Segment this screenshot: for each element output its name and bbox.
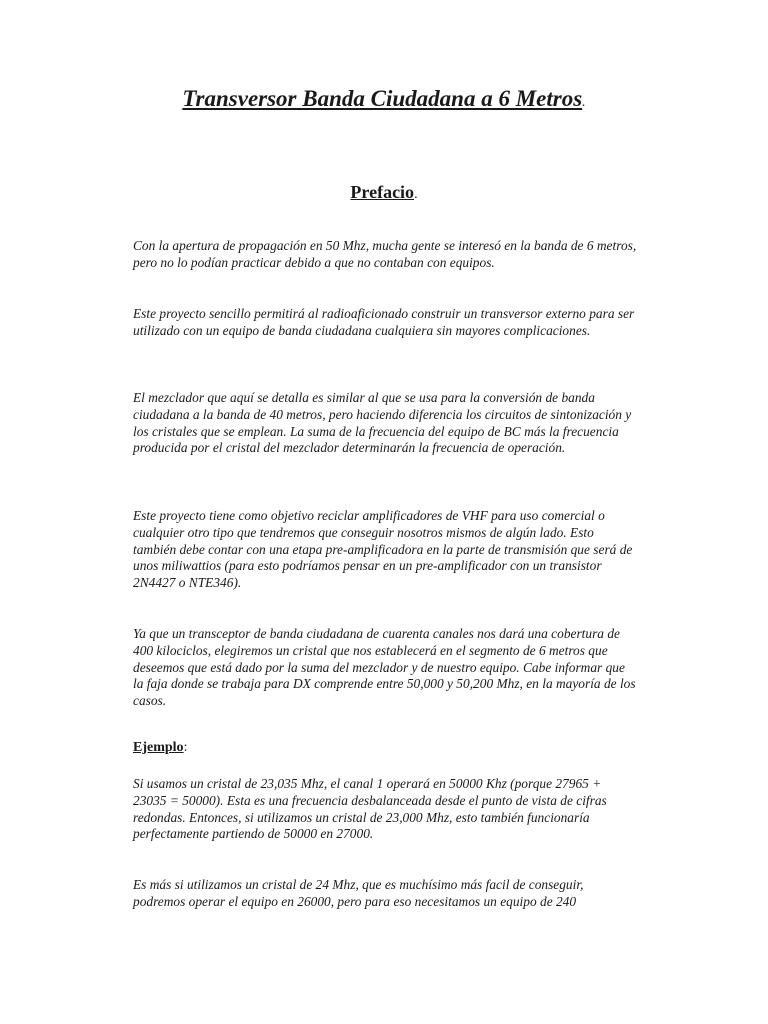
paragraph-3: El mezclador que aquí se detalla es similar al que se usa para la conversión de banda ciudadana a la banda de 40 metros, pero haciendo diferencia los circuitos de sintonización y los cristales que se emplean. La suma de la frecuencia del equipo de BC más la frecuencia producida por el cristal del mezclador determinarán la frecuencia de operación.	[133, 390, 632, 456]
document-title-text: Transversor Banda Ciudadana a 6 Metros	[182, 86, 583, 111]
example-heading-text: Ejemplo	[133, 740, 184, 755]
paragraph-5: Ya que un transceptor de banda ciudadana de cuarenta canales nos dará una cobertura de 400 kilociclos, elegiremos un cristal que nos establecerá en el segmento de 6 metros que deseemos que está dado por la suma del mezclador y de nuestro equipo. Cabe informar que la faja donde se trabaja para DX comprende entre 50,000 y 50,200 Mhz, en la mayoría de los casos.	[133, 626, 636, 709]
paragraph-7: Es más si utilizamos un cristal de 24 Mhz, que es muchísimo más facil de conseguir, podremos operar el equipo en 26000, pero para eso necesitamos un equipo de 240	[133, 877, 584, 909]
section-heading-text: Prefacio	[350, 182, 415, 202]
example-heading-suffix: :	[183, 740, 188, 755]
document-title	[0, 86, 768, 112]
section-heading-suffix: .	[414, 187, 418, 202]
paragraph-1: Con la apertura de propagación en 50 Mhz, mucha gente se interesó en la banda de 6 metros, pero no lo podían practicar debido a que no contaban con equipos.	[133, 238, 637, 270]
paragraph-4: Este proyecto tiene como objetivo reciclar amplificadores de VHF para uso comercial o cualquier otro tipo que tendremos que conseguir nosotros mismos de algún lado. Esto también debe contar con una etapa pre-amplificadora en la parte de transmisión que será de unos miliwattios (para esto podríamos pensar en un pre-amplificador con un transistor 2N4427 o NTE346).	[133, 508, 633, 591]
section-heading-ejemplo	[133, 740, 187, 756]
paragraph-6: Si usamos un cristal de 23,035 Mhz, el canal 1 operará en 50000 Khz (porque 27965 + 23035 = 50000). Esta es una frecuencia desbalanceada desde el punto de vista de cifras redondas. Entonces, si utilizamos un cristal de 23,000 Mhz, esto también funcionaría perfectamente partiendo de 50000 en 27000.	[133, 776, 607, 842]
section-heading-prefacio	[0, 182, 768, 203]
document-title-suffix: .	[582, 95, 586, 110]
paragraph-2: Este proyecto sencillo permitirá al radioaficionado construir un transversor externo para ser utilizado con un equipo de banda ciudadana cualquiera sin mayores complicaciones.	[133, 306, 635, 338]
